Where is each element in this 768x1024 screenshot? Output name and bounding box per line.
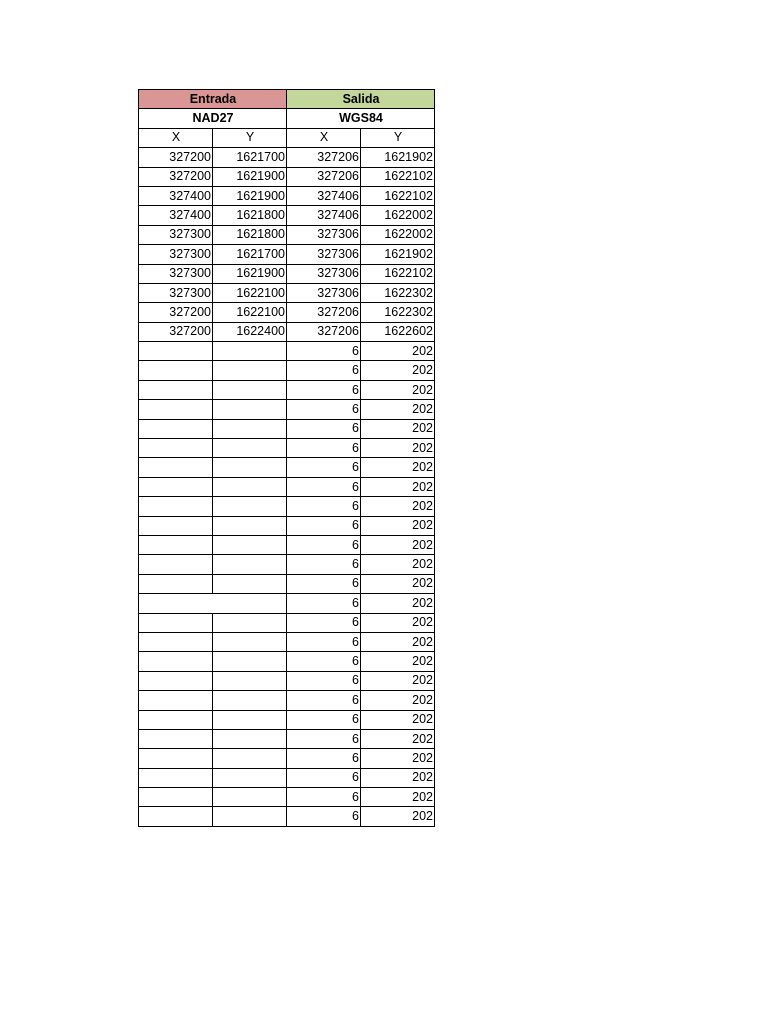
input-y-cell[interactable] bbox=[213, 632, 287, 651]
output-x-cell[interactable]: 327206 bbox=[287, 303, 361, 322]
input-y-cell[interactable] bbox=[213, 361, 287, 380]
output-x-cell[interactable]: 6 bbox=[287, 652, 361, 671]
output-x-cell[interactable]: 6 bbox=[287, 691, 361, 710]
input-y-header[interactable]: Y bbox=[213, 128, 287, 147]
output-x-header[interactable]: X bbox=[287, 128, 361, 147]
input-y-cell[interactable] bbox=[213, 807, 287, 826]
output-x-cell[interactable]: 6 bbox=[287, 477, 361, 496]
input-x-cell[interactable] bbox=[139, 729, 213, 748]
input-y-cell[interactable]: 1621900 bbox=[213, 167, 287, 186]
input-x-cell[interactable] bbox=[139, 652, 213, 671]
table-row bbox=[139, 419, 435, 438]
table-row bbox=[139, 361, 435, 380]
input-x-cell[interactable]: 327300 bbox=[139, 283, 213, 302]
output-y-cell[interactable]: 202 bbox=[361, 671, 435, 690]
output-x-cell[interactable]: 6 bbox=[287, 749, 361, 768]
table-row bbox=[139, 574, 435, 593]
datum-row bbox=[139, 109, 435, 128]
input-x-cell[interactable] bbox=[139, 535, 213, 554]
output-y-cell[interactable]: 202 bbox=[361, 400, 435, 419]
table-row bbox=[139, 186, 435, 205]
output-y-cell[interactable]: 202 bbox=[361, 632, 435, 651]
output-y-cell[interactable]: 1622002 bbox=[361, 206, 435, 225]
output-x-cell[interactable]: 6 bbox=[287, 555, 361, 574]
input-y-cell[interactable] bbox=[213, 710, 287, 729]
table-row bbox=[139, 788, 435, 807]
output-y-header[interactable]: Y bbox=[361, 128, 435, 147]
table-row bbox=[139, 710, 435, 729]
input-y-cell[interactable]: 1621700 bbox=[213, 245, 287, 264]
table-row bbox=[139, 245, 435, 264]
output-x-cell[interactable]: 6 bbox=[287, 535, 361, 554]
output-y-cell[interactable]: 1622102 bbox=[361, 264, 435, 283]
table-row bbox=[139, 303, 435, 322]
output-y-cell[interactable]: 202 bbox=[361, 419, 435, 438]
table-row bbox=[139, 322, 435, 341]
input-header[interactable]: Entrada bbox=[139, 90, 287, 109]
output-datum[interactable]: WGS84 bbox=[287, 109, 435, 128]
output-y-cell[interactable]: 202 bbox=[361, 788, 435, 807]
table-row bbox=[139, 535, 435, 554]
table-row bbox=[139, 342, 435, 361]
input-x-cell[interactable]: 327400 bbox=[139, 186, 213, 205]
output-x-cell[interactable]: 327306 bbox=[287, 283, 361, 302]
table-row bbox=[139, 671, 435, 690]
input-y-cell[interactable] bbox=[213, 400, 287, 419]
input-x-cell[interactable] bbox=[139, 497, 213, 516]
input-y-cell[interactable] bbox=[213, 419, 287, 438]
output-x-cell[interactable]: 6 bbox=[287, 458, 361, 477]
input-x-cell[interactable] bbox=[139, 691, 213, 710]
table-body bbox=[139, 90, 435, 827]
table-row bbox=[139, 613, 435, 632]
input-x-cell[interactable] bbox=[139, 632, 213, 651]
table-row bbox=[139, 555, 435, 574]
input-y-cell[interactable] bbox=[213, 497, 287, 516]
coordinate-conversion-table bbox=[138, 89, 435, 827]
input-y-cell[interactable] bbox=[213, 788, 287, 807]
table-row bbox=[139, 497, 435, 516]
table-row bbox=[139, 225, 435, 244]
input-x-cell[interactable] bbox=[139, 671, 213, 690]
input-y-cell[interactable] bbox=[213, 342, 287, 361]
input-merged-cell[interactable] bbox=[139, 594, 287, 613]
input-y-cell[interactable] bbox=[213, 555, 287, 574]
output-x-cell[interactable]: 6 bbox=[287, 516, 361, 535]
output-y-cell[interactable]: 1622102 bbox=[361, 167, 435, 186]
table-row bbox=[139, 380, 435, 399]
output-y-cell[interactable]: 202 bbox=[361, 613, 435, 632]
input-x-cell[interactable] bbox=[139, 516, 213, 535]
output-y-cell[interactable]: 202 bbox=[361, 342, 435, 361]
output-x-cell[interactable]: 6 bbox=[287, 361, 361, 380]
output-x-cell[interactable]: 6 bbox=[287, 788, 361, 807]
input-x-cell[interactable]: 327200 bbox=[139, 322, 213, 341]
input-y-cell[interactable] bbox=[213, 380, 287, 399]
output-x-cell[interactable]: 327306 bbox=[287, 264, 361, 283]
input-y-cell[interactable] bbox=[213, 516, 287, 535]
input-x-cell[interactable]: 327200 bbox=[139, 148, 213, 167]
output-header[interactable]: Salida bbox=[287, 90, 435, 109]
input-x-cell[interactable] bbox=[139, 807, 213, 826]
output-x-cell[interactable]: 327406 bbox=[287, 206, 361, 225]
input-x-cell[interactable]: 327300 bbox=[139, 245, 213, 264]
input-y-cell[interactable]: 1622400 bbox=[213, 322, 287, 341]
output-y-cell[interactable]: 1622102 bbox=[361, 186, 435, 205]
input-y-cell[interactable] bbox=[213, 613, 287, 632]
output-y-cell[interactable]: 202 bbox=[361, 497, 435, 516]
input-x-header[interactable]: X bbox=[139, 128, 213, 147]
input-x-cell[interactable] bbox=[139, 788, 213, 807]
input-x-cell[interactable]: 327300 bbox=[139, 264, 213, 283]
output-y-cell[interactable]: 1622302 bbox=[361, 283, 435, 302]
input-x-cell[interactable] bbox=[139, 361, 213, 380]
input-x-cell[interactable]: 327200 bbox=[139, 167, 213, 186]
output-y-cell[interactable]: 202 bbox=[361, 555, 435, 574]
input-x-cell[interactable]: 327200 bbox=[139, 303, 213, 322]
table-row bbox=[139, 807, 435, 826]
output-x-cell[interactable]: 327206 bbox=[287, 322, 361, 341]
output-x-cell[interactable]: 6 bbox=[287, 710, 361, 729]
table-row bbox=[139, 516, 435, 535]
output-x-cell[interactable]: 6 bbox=[287, 400, 361, 419]
output-y-cell[interactable]: 202 bbox=[361, 768, 435, 787]
input-y-cell[interactable] bbox=[213, 477, 287, 496]
table-row bbox=[139, 458, 435, 477]
input-y-cell[interactable] bbox=[213, 652, 287, 671]
output-x-cell[interactable]: 6 bbox=[287, 574, 361, 593]
output-x-cell[interactable]: 6 bbox=[287, 632, 361, 651]
table-row bbox=[139, 439, 435, 458]
output-x-cell[interactable]: 327306 bbox=[287, 245, 361, 264]
output-y-cell[interactable]: 202 bbox=[361, 807, 435, 826]
output-x-cell[interactable]: 6 bbox=[287, 729, 361, 748]
input-x-cell[interactable] bbox=[139, 574, 213, 593]
output-x-cell[interactable]: 327306 bbox=[287, 225, 361, 244]
output-y-cell[interactable]: 202 bbox=[361, 535, 435, 554]
output-x-cell[interactable]: 6 bbox=[287, 807, 361, 826]
output-y-cell[interactable]: 202 bbox=[361, 574, 435, 593]
output-x-cell[interactable]: 6 bbox=[287, 419, 361, 438]
input-y-cell[interactable] bbox=[213, 671, 287, 690]
input-x-cell[interactable]: 327300 bbox=[139, 225, 213, 244]
input-x-cell[interactable] bbox=[139, 555, 213, 574]
input-y-cell[interactable]: 1621900 bbox=[213, 264, 287, 283]
output-y-cell[interactable]: 202 bbox=[361, 594, 435, 613]
input-x-cell[interactable] bbox=[139, 419, 213, 438]
input-y-cell[interactable] bbox=[213, 749, 287, 768]
input-y-cell[interactable]: 1621800 bbox=[213, 206, 287, 225]
output-x-cell[interactable]: 6 bbox=[287, 342, 361, 361]
input-y-cell[interactable]: 1622100 bbox=[213, 303, 287, 322]
input-x-cell[interactable] bbox=[139, 710, 213, 729]
output-x-cell[interactable]: 6 bbox=[287, 497, 361, 516]
input-y-cell[interactable]: 1621800 bbox=[213, 225, 287, 244]
input-x-cell[interactable] bbox=[139, 613, 213, 632]
input-x-cell[interactable] bbox=[139, 342, 213, 361]
output-x-cell[interactable]: 327206 bbox=[287, 167, 361, 186]
input-y-cell[interactable] bbox=[213, 458, 287, 477]
output-y-cell[interactable]: 202 bbox=[361, 477, 435, 496]
output-y-cell[interactable]: 202 bbox=[361, 710, 435, 729]
input-x-cell[interactable] bbox=[139, 380, 213, 399]
input-x-cell[interactable] bbox=[139, 477, 213, 496]
table-row bbox=[139, 206, 435, 225]
output-y-cell[interactable]: 1621902 bbox=[361, 245, 435, 264]
output-y-cell[interactable]: 1622602 bbox=[361, 322, 435, 341]
output-y-cell[interactable]: 202 bbox=[361, 458, 435, 477]
table-row bbox=[139, 749, 435, 768]
output-x-cell[interactable]: 327406 bbox=[287, 186, 361, 205]
output-x-cell[interactable]: 6 bbox=[287, 594, 361, 613]
table-row bbox=[139, 768, 435, 787]
input-y-cell[interactable]: 1622100 bbox=[213, 283, 287, 302]
input-y-cell[interactable] bbox=[213, 439, 287, 458]
input-x-cell[interactable] bbox=[139, 749, 213, 768]
output-y-cell[interactable]: 202 bbox=[361, 439, 435, 458]
table-row bbox=[139, 400, 435, 419]
output-x-cell[interactable]: 6 bbox=[287, 671, 361, 690]
output-y-cell[interactable]: 202 bbox=[361, 652, 435, 671]
section-header-row bbox=[139, 90, 435, 109]
input-x-cell[interactable] bbox=[139, 458, 213, 477]
input-y-cell[interactable] bbox=[213, 729, 287, 748]
output-y-cell[interactable]: 1622302 bbox=[361, 303, 435, 322]
output-y-cell[interactable]: 1621902 bbox=[361, 148, 435, 167]
table-row bbox=[139, 167, 435, 186]
table-row bbox=[139, 652, 435, 671]
input-x-cell[interactable]: 327400 bbox=[139, 206, 213, 225]
output-y-cell[interactable]: 202 bbox=[361, 729, 435, 748]
table-row bbox=[139, 594, 435, 613]
table-row bbox=[139, 477, 435, 496]
output-x-cell[interactable]: 327206 bbox=[287, 148, 361, 167]
input-x-cell[interactable] bbox=[139, 439, 213, 458]
input-x-cell[interactable] bbox=[139, 400, 213, 419]
input-y-cell[interactable]: 1621700 bbox=[213, 148, 287, 167]
output-y-cell[interactable]: 202 bbox=[361, 380, 435, 399]
output-y-cell[interactable]: 202 bbox=[361, 516, 435, 535]
output-x-cell[interactable]: 6 bbox=[287, 439, 361, 458]
output-x-cell[interactable]: 6 bbox=[287, 380, 361, 399]
input-y-cell[interactable] bbox=[213, 535, 287, 554]
table-row bbox=[139, 632, 435, 651]
output-y-cell[interactable]: 202 bbox=[361, 361, 435, 380]
input-y-cell[interactable] bbox=[213, 691, 287, 710]
table-row bbox=[139, 148, 435, 167]
output-x-cell[interactable]: 6 bbox=[287, 613, 361, 632]
input-datum[interactable]: NAD27 bbox=[139, 109, 287, 128]
output-y-cell[interactable]: 1622002 bbox=[361, 225, 435, 244]
column-header-row bbox=[139, 128, 435, 147]
input-x-cell[interactable] bbox=[139, 768, 213, 787]
output-y-cell[interactable]: 202 bbox=[361, 691, 435, 710]
output-y-cell[interactable]: 202 bbox=[361, 749, 435, 768]
table-row bbox=[139, 691, 435, 710]
table-row bbox=[139, 264, 435, 283]
output-x-cell[interactable]: 6 bbox=[287, 768, 361, 787]
input-y-cell[interactable] bbox=[213, 768, 287, 787]
input-y-cell[interactable]: 1621900 bbox=[213, 186, 287, 205]
table-row bbox=[139, 283, 435, 302]
table-row bbox=[139, 729, 435, 748]
input-y-cell[interactable] bbox=[213, 574, 287, 593]
